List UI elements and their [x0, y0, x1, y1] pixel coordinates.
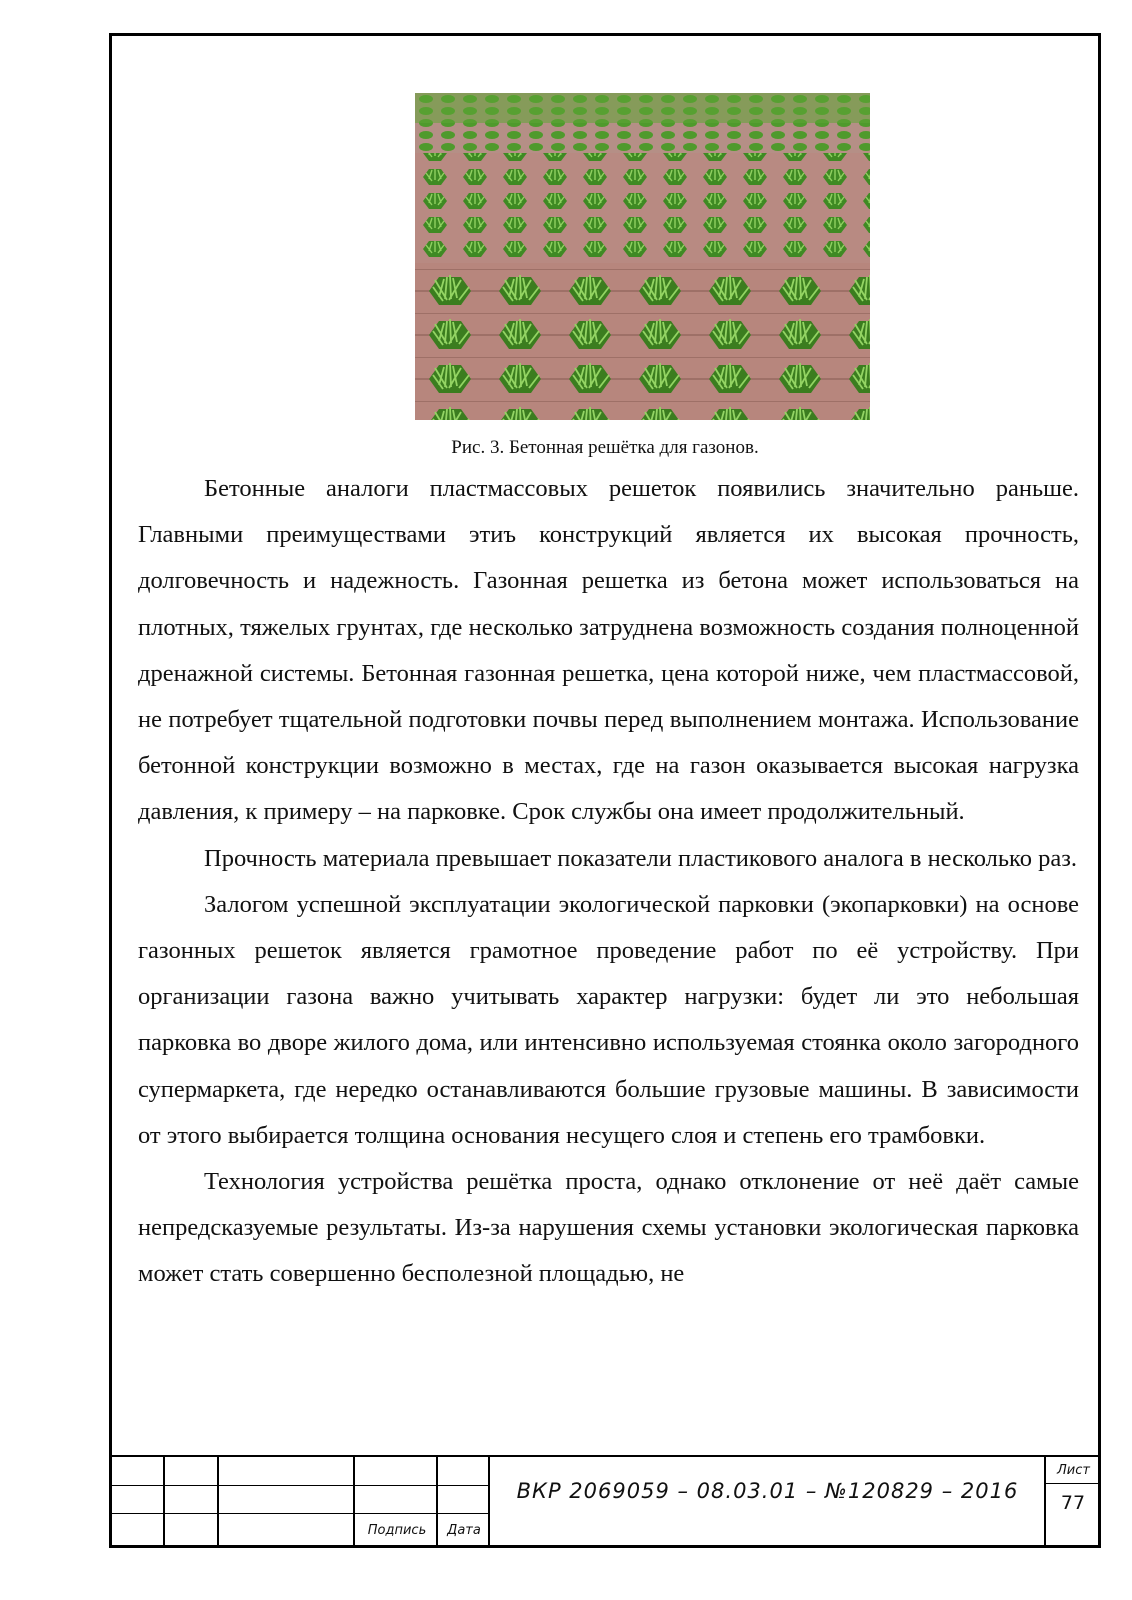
- body-text: [138, 466, 1079, 1298]
- concrete-lawn-grid-image: [415, 93, 870, 420]
- paragraph: Залогом успешной эксплуатации экологической парковки (экопарковки) на основе газонных решеток является грамотное проведение работ по её устройству. При организации газона важно учитывать характер нагрузки: будет ли это небольшая парковка во дворе жилого дома, или интенсивно используемая стоянка около загородного супермаркета, где нередко останавливаются большие грузовые машины. В зависимости от этого выбирается толщина основания несущего слоя и степень его трамбовки.: [138, 890, 1079, 1149]
- paragraph: Прочность материала превышает показатели пластикового аналога в несколько раз.: [204, 844, 1077, 872]
- paragraph: Технология устройства решётка проста, однако отклонение от неё даёт самые непредсказуемые результаты. Из-за нарушения схемы установки экологическая парковка может стать совершенно бесполезной площадью, не: [138, 1168, 1079, 1288]
- signature-label: Подпись: [367, 1523, 427, 1538]
- sheet-label: Лист: [1057, 1463, 1090, 1478]
- sheet-number: 77: [1060, 1492, 1086, 1514]
- figure-caption: Рис. 3. Бетонная решётка для газонов.: [451, 437, 759, 458]
- date-label: Дата: [447, 1523, 481, 1538]
- paragraph: Бетонные аналоги пластмассовых решеток появились значительно раньше. Главными преимуществами этиъ конструкций является их высокая прочность, долговечность и надежность. Газонная решетка из бетона может использоваться на плотных, тяжелых грунтах, где несколько затруднена возможность создания полноценной дренажной системы. Бетонная газонная решетка, цена которой ниже, чем пластмассовой, не потребует тщательной подготовки почвы перед выполнением монтажа. Использование бетонной конструкции возможно в местах, где на газон оказывается высокая нагрузка давления, к примеру – на парковке. Срок службы она имеет продолжительный.: [138, 475, 1079, 826]
- lawn-grid-photo: [415, 93, 870, 420]
- document-code: ВКР 2069059 – 08.03.01 – №120829 – 2016: [516, 1479, 1019, 1503]
